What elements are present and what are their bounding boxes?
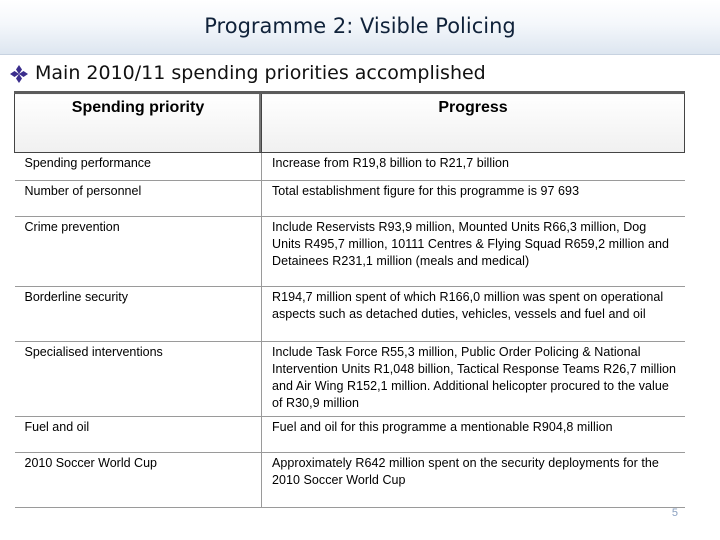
table-row (15, 342, 685, 417)
priority-cell: Fuel and oil (15, 417, 262, 453)
table-row (15, 417, 685, 453)
slide-title: Programme 2: Visible Policing (204, 14, 516, 38)
priority-cell: Crime prevention (15, 217, 262, 287)
progress-cell: Fuel and oil for this programme a mentionable R904,8 million (262, 417, 685, 453)
table-row (15, 217, 685, 287)
priority-cell: 2010 Soccer World Cup (15, 453, 262, 508)
priority-cell: Borderline security (15, 287, 262, 342)
table-row (15, 153, 685, 181)
progress-cell: Approximately R642 million spent on the security deployments for the 2010 Soccer World Cup (262, 453, 685, 508)
header-progress: Progress (262, 93, 685, 153)
progress-cell: Include Task Force R55,3 million, Public Order Policing & National Intervention Units R1,048 billion, Tactical Response Teams R26,7 million and Air Wing R152,1 million. Additional helicopter procured to the value of R30,9 million (262, 342, 685, 417)
header-spending-priority: Spending priority (15, 93, 262, 153)
page-number: 5 (671, 507, 678, 519)
title-bar (0, 0, 720, 55)
subtitle-text: Main 2010/11 spending priorities accomplished (35, 62, 486, 84)
table-row (15, 181, 685, 217)
table-header-row (15, 93, 685, 153)
progress-cell: Increase from R19,8 billion to R21,7 billion (262, 153, 685, 181)
subtitle-line (10, 60, 486, 86)
progress-cell: Include Reservists R93,9 million, Mounted Units R66,3 million, Dog Units R495,7 million, 10111 Centres & Flying Squad R659,2 million and Detainees R231,1 million (meals and medical) (262, 217, 685, 287)
priority-cell: Number of personnel (15, 181, 262, 217)
table-row (15, 287, 685, 342)
spending-priorities-table (14, 91, 685, 508)
progress-cell: R194,7 million spent of which R166,0 million was spent on operational aspects such as detached duties, vehicles, vessels and fuel and oil (262, 287, 685, 342)
diamond-bullet-icon (10, 65, 28, 83)
priority-cell: Specialised interventions (15, 342, 262, 417)
table-row (15, 453, 685, 508)
progress-cell: Total establishment figure for this programme is 97 693 (262, 181, 685, 217)
priority-cell: Spending performance (15, 153, 262, 181)
